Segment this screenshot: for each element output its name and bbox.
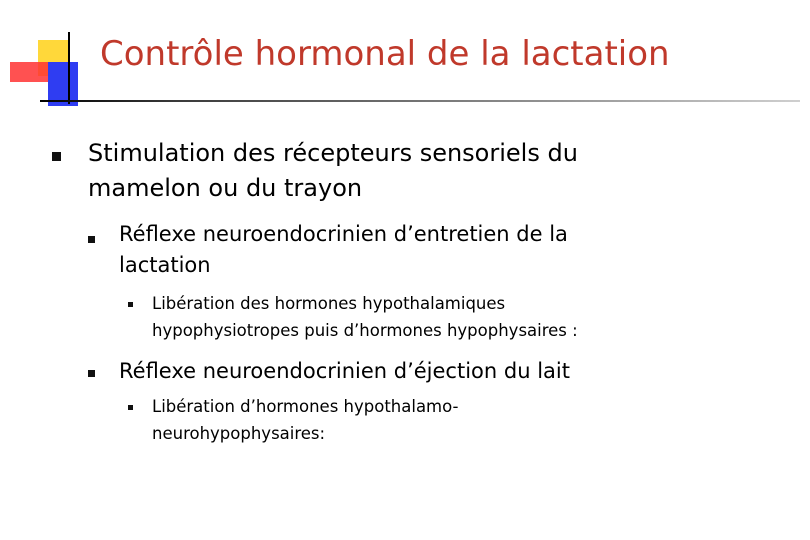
bullet-text-line: Réflexe neuroendocrinien d’éjection du lait (119, 359, 570, 383)
square-bullet-icon (88, 236, 95, 243)
bullet-text (152, 290, 578, 344)
bullet-text-line: hypophysiotropes puis d’hormones hypophysaires : (152, 321, 578, 340)
bullet-text-line: Réflexe neuroendocrinien d’entretien de la (119, 222, 568, 246)
bullet-text-line: Libération d’hormones hypothalamo- (152, 397, 459, 416)
bullet-text-line: neurohypophysaires: (152, 424, 326, 443)
bullet-text (119, 219, 568, 281)
square-bullet-icon (88, 370, 95, 377)
square-bullet-icon (128, 302, 133, 307)
slide-title: Contrôle hormonal de la lactation (100, 34, 670, 74)
title-divider-line (40, 100, 800, 102)
bullet-text (88, 136, 578, 206)
bullet-text-line: Stimulation des récepteurs sensoriels du (88, 139, 578, 167)
logo-vertical-line (68, 32, 70, 104)
square-bullet-icon (128, 405, 133, 410)
square-bullet-icon (52, 152, 61, 161)
bullet-text-line: mamelon ou du trayon (88, 174, 363, 202)
bullet-text-line: lactation (119, 253, 211, 277)
bullet-text (152, 393, 458, 447)
bullet-text-line: Libération des hormones hypothalamiques (152, 294, 506, 313)
bullet-text (119, 356, 570, 387)
